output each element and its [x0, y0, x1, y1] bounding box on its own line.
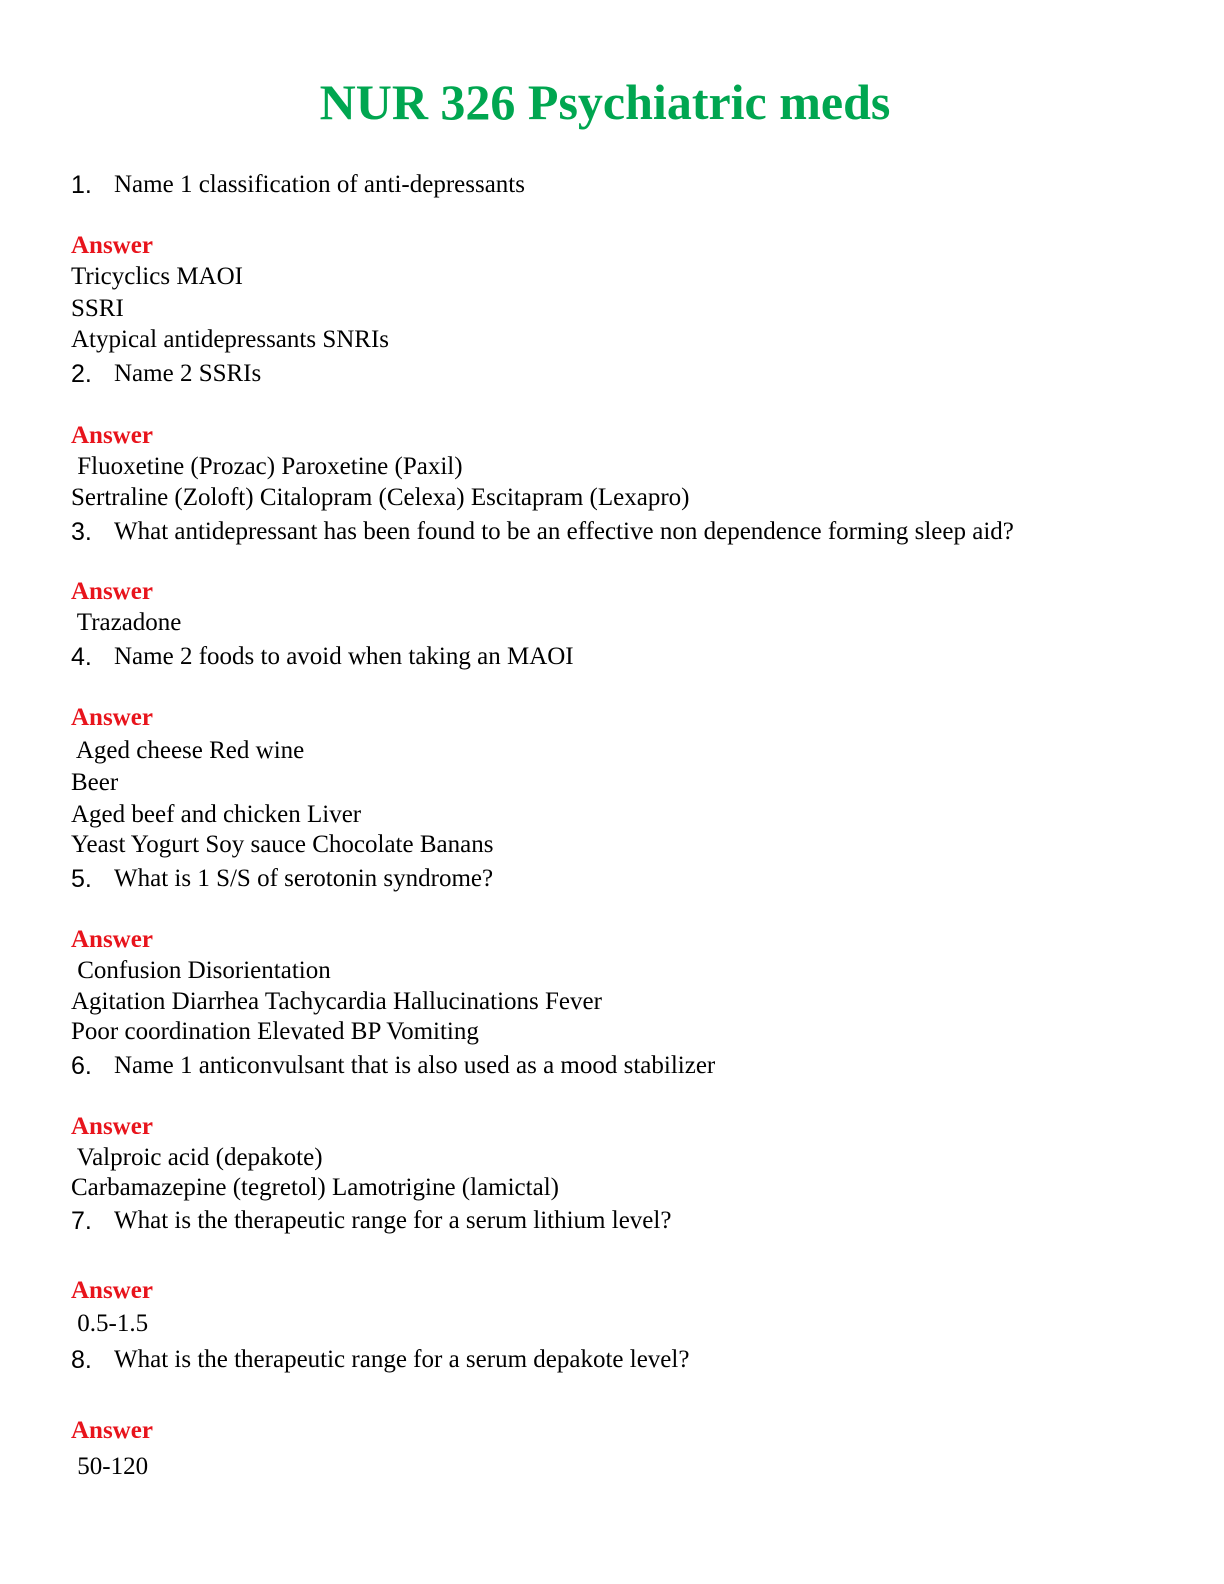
answer-line: Confusion Disorientation — [71, 957, 331, 984]
answer-label: Answer — [71, 1113, 153, 1140]
answer-line: Beer — [71, 769, 119, 796]
answer-label: Answer — [71, 422, 153, 449]
question-text: What is the therapeutic range for a serum depakote level? — [114, 1346, 690, 1373]
answer-label: Answer — [71, 1277, 153, 1304]
answer-line: Atypical antidepressants SNRIs — [71, 326, 390, 353]
answer-line: Carbamazepine (tegretol) Lamotrigine (lamictal) — [71, 1174, 559, 1201]
answer-line: Valproic acid (depakote) — [71, 1144, 323, 1171]
answer-line: 0.5-1.5 — [71, 1310, 149, 1337]
question-number: 2. — [71, 360, 92, 388]
answer-line: Aged beef and chicken Liver — [71, 801, 362, 828]
answer-label: Answer — [71, 578, 153, 605]
question-number: 3. — [71, 518, 92, 546]
question-text: What antidepressant has been found to be an effective non dependence forming sleep aid? — [114, 518, 1014, 545]
answer-line: Tricyclics MAOI — [71, 263, 243, 290]
answer-line: Aged cheese Red wine — [71, 737, 305, 764]
answer-label: Answer — [71, 704, 153, 731]
answer-line: Yeast Yogurt Soy sauce Chocolate Banans — [71, 831, 494, 858]
question-text: Name 2 SSRIs — [114, 360, 262, 387]
answer-line: Poor coordination Elevated BP Vomiting — [71, 1018, 479, 1045]
page-title: NUR 326 Psychiatric meds — [319, 74, 891, 130]
question-number: 1. — [71, 171, 92, 199]
question-text: Name 2 foods to avoid when taking an MAOI — [114, 643, 574, 670]
question-number: 5. — [71, 865, 92, 893]
answer-line: Fluoxetine (Prozac) Paroxetine (Paxil) — [71, 453, 463, 480]
answer-label: Answer — [71, 232, 153, 259]
answer-line: 50-120 — [71, 1453, 149, 1480]
answer-line: Agitation Diarrhea Tachycardia Hallucinations Fever — [71, 988, 602, 1015]
answer-label: Answer — [71, 1417, 153, 1444]
question-number: 6. — [71, 1052, 92, 1080]
question-text: Name 1 anticonvulsant that is also used as a mood stabilizer — [114, 1052, 716, 1079]
answer-line: Sertraline (Zoloft) Citalopram (Celexa) Escitapram (Lexapro) — [71, 484, 690, 511]
answer-label: Answer — [71, 926, 153, 953]
answer-line: Trazadone — [71, 609, 182, 636]
answer-line: SSRI — [71, 295, 124, 322]
question-number: 7. — [71, 1207, 92, 1235]
question-number: 8. — [71, 1346, 92, 1374]
question-number: 4. — [71, 643, 92, 671]
question-text: What is 1 S/S of serotonin syndrome? — [114, 865, 494, 892]
question-text: What is the therapeutic range for a serum lithium level? — [114, 1207, 672, 1234]
question-text: Name 1 classification of anti-depressants — [114, 171, 525, 198]
